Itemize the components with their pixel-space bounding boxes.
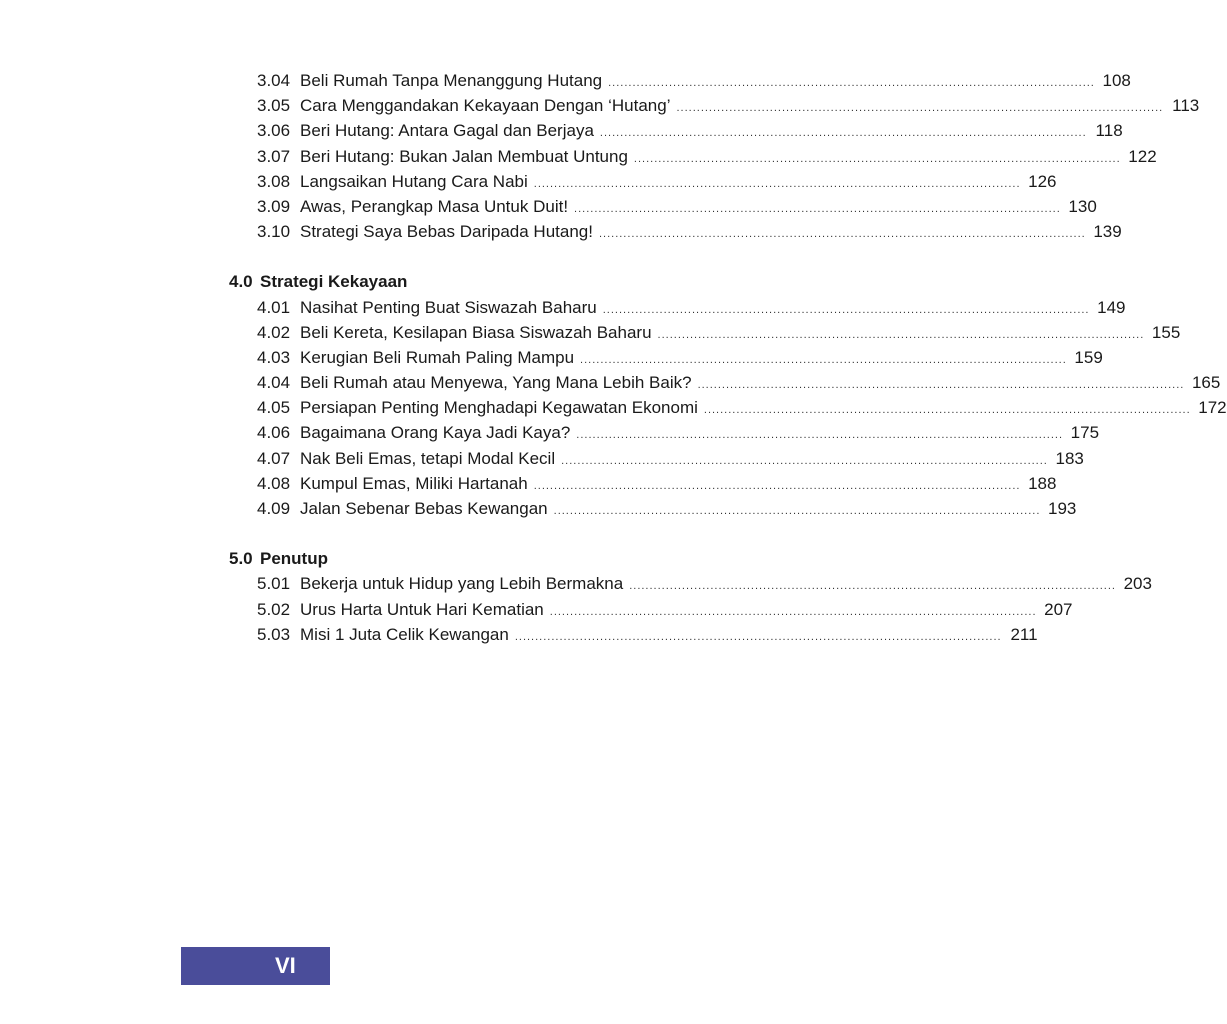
- entry-number: 4.09: [257, 499, 291, 518]
- dot-leader: ........................................................................................................................: [697, 379, 1185, 392]
- toc-entry: [229, 194, 1097, 219]
- entry-number: 3.09: [257, 196, 291, 216]
- dot-leader: ........................................................................................................................: [533, 177, 1021, 190]
- entry-number: 4.03: [257, 347, 291, 367]
- dot-leader: ........................................................................................................................: [580, 353, 1067, 366]
- toc-entry: [229, 144, 1157, 169]
- toc-entry: [229, 345, 1103, 370]
- entry-page-number: 126: [1028, 171, 1057, 191]
- entry-number: 5.02: [257, 599, 291, 619]
- entry-page-number: 183: [1055, 448, 1084, 468]
- dot-leader: ........................................................................................................................: [549, 605, 1037, 618]
- dot-leader: ........................................................................................................................: [576, 429, 1064, 442]
- dot-leader: ........................................................................................................................: [676, 102, 1164, 115]
- entry-number: 4.08: [257, 473, 291, 493]
- entry-number: 3.08: [257, 171, 291, 191]
- dot-leader: ........................................................................................................................: [657, 328, 1145, 341]
- entry-number: 4.02: [257, 322, 291, 342]
- entry-number: 4.06: [257, 423, 291, 443]
- entry-title: Langsaikan Hutang Cara Nabi: [300, 171, 528, 191]
- entry-page-number: 193: [1048, 499, 1077, 518]
- toc-entry: [229, 496, 1077, 521]
- entry-title: Nak Beli Emas, tetapi Modal Kecil: [300, 448, 556, 468]
- entry-number: 3.04: [257, 71, 291, 90]
- dot-leader: ........................................................................................................................: [553, 505, 1041, 517]
- table-of-contents: [229, 68, 1227, 647]
- entry-page-number: 211: [1010, 624, 1038, 644]
- section-heading: [229, 269, 769, 294]
- entry-title: Kerugian Beli Rumah Paling Mampu: [300, 347, 575, 367]
- entry-page-number: 165: [1191, 373, 1221, 393]
- entry-page-number: 108: [1102, 71, 1131, 90]
- dot-leader: ........................................................................................................................: [533, 479, 1021, 492]
- entry-title: Beli Rumah atau Menyewa, Yang Mana Lebih Baik?: [300, 373, 692, 393]
- page-number-tab: [181, 947, 330, 985]
- entry-number: 3.10: [257, 222, 291, 242]
- dot-leader: ........................................................................................................................: [629, 580, 1116, 593]
- dot-leader: ........................................................................................................................: [514, 630, 1002, 643]
- entry-number: 4.05: [257, 398, 291, 418]
- entry-number: 5.03: [257, 624, 291, 644]
- entry-title: Urus Harta Untuk Hari Kematian: [300, 599, 544, 619]
- entry-number: 4.07: [257, 448, 291, 468]
- entry-title: Misi 1 Juta Celik Kewangan: [300, 624, 509, 644]
- dot-leader: ........................................................................................................................: [574, 202, 1061, 215]
- entry-title: Jalan Sebenar Bebas Kewangan: [300, 499, 548, 518]
- section-title: Strategi Kekayaan: [260, 272, 408, 292]
- entry-page-number: 207: [1044, 599, 1073, 619]
- entry-page-number: 203: [1123, 574, 1152, 594]
- entry-page-number: 130: [1068, 196, 1097, 216]
- dot-leader: ........................................................................................................................: [599, 127, 1087, 140]
- dot-leader: ........................................................................................................................: [598, 228, 1086, 241]
- entry-title: Beri Hutang: Bukan Jalan Membuat Untung: [300, 146, 628, 166]
- entry-number: 3.05: [257, 96, 291, 116]
- toc-entry: [229, 446, 1084, 471]
- entry-number: 3.06: [257, 121, 291, 141]
- entry-title: Nasihat Penting Buat Siswazah Baharu: [300, 297, 597, 317]
- toc-entry: [229, 93, 1200, 118]
- entry-number: 4.04: [257, 373, 291, 393]
- entry-page-number: 113: [1172, 96, 1200, 116]
- entry-title: Cara Menggandakan Kekayaan Dengan ‘Hutang’: [300, 96, 671, 116]
- entry-page-number: 122: [1128, 146, 1157, 166]
- toc-entry: [229, 68, 1131, 93]
- toc-entry: [229, 320, 1181, 345]
- toc-entry: [229, 370, 1221, 395]
- section-number: 4.0: [229, 272, 253, 292]
- entry-page-number: 172: [1198, 398, 1227, 418]
- entry-page-number: 149: [1097, 297, 1126, 317]
- toc-entry: [229, 118, 1123, 143]
- entry-title: Beli Rumah Tanpa Menanggung Hutang: [300, 71, 603, 90]
- section-heading: [229, 546, 769, 571]
- toc-section: [229, 546, 1152, 647]
- page-number: VI: [275, 953, 296, 978]
- dot-leader: ........................................................................................................................: [703, 404, 1191, 417]
- entry-number: 5.01: [257, 574, 291, 594]
- entry-title: Persiapan Penting Menghadapi Kegawatan Ekonomi: [300, 398, 698, 418]
- entry-page-number: 159: [1074, 347, 1103, 367]
- section-title: Penutup: [260, 549, 328, 569]
- dot-leader: ........................................................................................................................: [608, 77, 1095, 89]
- toc-entry: [229, 571, 1152, 596]
- dot-leader: ........................................................................................................................: [602, 303, 1090, 316]
- entry-title: Awas, Perangkap Masa Untuk Duit!: [300, 196, 569, 216]
- toc-section: [229, 68, 1200, 244]
- toc-entry: [229, 219, 1122, 244]
- dot-leader: ........................................................................................................................: [561, 454, 1048, 467]
- entry-title: Bekerja untuk Hidup yang Lebih Bermakna: [300, 574, 624, 594]
- entry-page-number: 175: [1070, 423, 1100, 443]
- entry-page-number: 155: [1151, 322, 1181, 342]
- section-number: 5.0: [229, 549, 253, 569]
- entry-title: Bagaimana Orang Kaya Jadi Kaya?: [300, 423, 571, 443]
- toc-entry: [229, 471, 1057, 496]
- entry-title: Beri Hutang: Antara Gagal dan Berjaya: [300, 121, 594, 141]
- entry-title: Beli Kereta, Kesilapan Biasa Siswazah Baharu: [300, 322, 652, 342]
- entry-number: 4.01: [257, 297, 291, 317]
- entry-page-number: 188: [1028, 473, 1057, 493]
- toc-entry: [229, 420, 1100, 445]
- entry-number: 3.07: [257, 146, 291, 166]
- dot-leader: ........................................................................................................................: [633, 152, 1121, 165]
- entry-page-number: 139: [1093, 222, 1122, 242]
- entry-page-number: 118: [1095, 121, 1123, 141]
- toc-entry: [229, 169, 1057, 194]
- toc-entry: [229, 395, 1227, 420]
- entry-title: Strategi Saya Bebas Daripada Hutang!: [300, 222, 593, 242]
- toc-section: [229, 269, 1227, 521]
- toc-entry: [229, 622, 1038, 647]
- toc-entry: [229, 597, 1073, 622]
- entry-title: Kumpul Emas, Miliki Hartanah: [300, 473, 528, 493]
- toc-entry: [229, 295, 1126, 320]
